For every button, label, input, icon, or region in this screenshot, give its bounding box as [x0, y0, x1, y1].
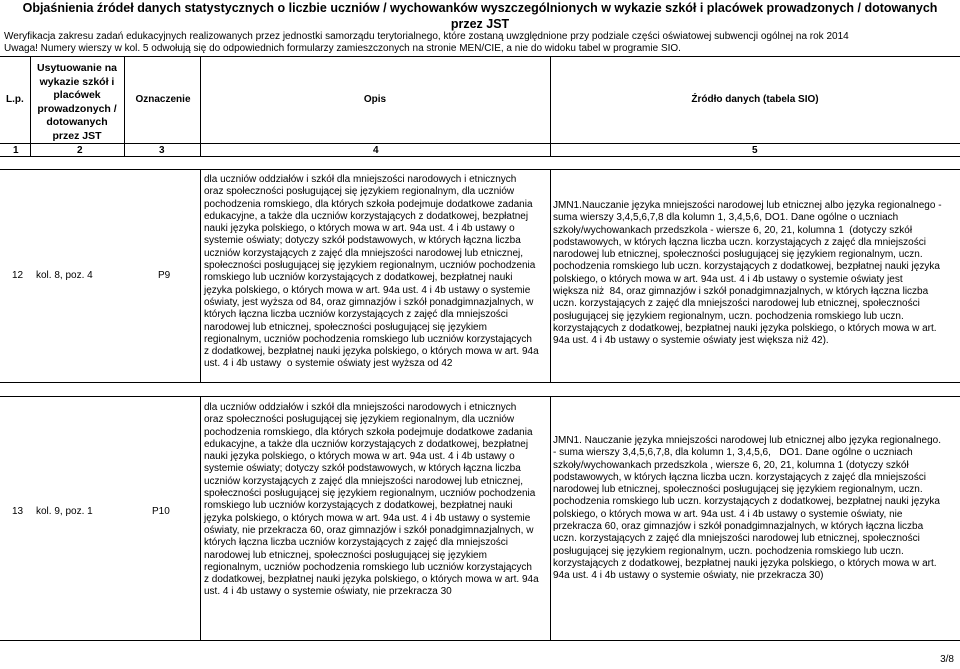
- column-number-1: 1: [13, 145, 19, 156]
- row-lp: 13: [12, 506, 24, 517]
- title-line-1: Objaśnienia źródeł danych statystycznych o liczbie uczniów / wychowanków wyszczególnionych w wykazie szkół i placówek prowadzonych / dotowanych: [22, 1, 938, 15]
- row-13-bottom-border: [0, 640, 960, 641]
- col-divider-2: [124, 56, 125, 156]
- row-12-bottom-border: [0, 382, 960, 383]
- header-location: Usytuowanie na wykazie szkół i placówek prowadzonych / dotowanych przez JST: [37, 62, 117, 142]
- column-number-4: 4: [373, 145, 379, 156]
- column-number-5: 5: [752, 145, 758, 156]
- row-description: dla uczniów oddziałów i szkół dla mniejszości narodowych i etnicznych oraz społeczności posługującej się językiem regionalnym, dla uczniów pochodzenia romskiego, dla których szkoła podejmuje dodatkowe zadania edukacyjne, a także dla uczniów korzystających z dodatkowej, bezpłatnej nauki języka polskiego, o których mowa w art. 94a ust. 4 i 4b ustawy o systemie oświaty; dotyczy szkół podstawowych, w których łączna liczba uczniów korzystających z zajęć dla mniejszości narodowej lub etnicznej, społeczności posługującej się językiem regionalnym, uczniów pochodzenia romskiego lub uczniów korzystających z dodatkowej, bezpłatnej nauki języka polskiego, o których mowa w art. 94a ust. 4 i 4b ustawy o systemie oświaty, nie przekracza 60, oraz gimnazjów i szkół ponadgimnazjalnych, w których łączna liczba uczniów korzystających z zajęć dla mniejszości narodowej lub etnicznej, społeczności posługującej się językiem regionalnym, uczniów pochodzenia romskiego lub uczniów korzystających z dodatkowej, bezpłatnej nauki języka polskiego, o których mowa w art. 94a ust. 4 i 4b ustawy o systemie oświaty, nie przekracza 30: [204, 402, 539, 598]
- row-13-desc-left: [200, 396, 201, 640]
- warning-note: Uwaga! Numery wierszy w kol. 5 odwołują się do odpowiednich formularzy zamieszczonych na stronie MEN/CIE, a nie do widoku tabel w programie SIO.: [4, 43, 681, 54]
- column-number-border: [0, 156, 960, 157]
- column-number-2: 2: [77, 145, 83, 156]
- header-description: Opis: [363, 94, 387, 105]
- subtitle: Weryfikacja zakresu zadań edukacyjnych realizowanych przez jednostki samorządu terytorialnego, które zostaną uwzględnione przy podziale części oświatowej subwencji ogólnej na rok 2014: [4, 31, 849, 42]
- page-number: 3/8: [940, 654, 954, 665]
- title-line-2: przez JST: [450, 17, 510, 31]
- header-bottom-border: [0, 143, 960, 144]
- header-source: Źródło danych (tabela SIO): [691, 94, 819, 105]
- row-12-top-border: [0, 169, 960, 170]
- row-13-desc-right: [550, 396, 551, 640]
- header-code: Oznaczenie: [135, 94, 191, 105]
- header-lp: L.p.: [6, 94, 24, 105]
- column-number-3: 3: [159, 145, 165, 156]
- row-location: kol. 9, poz. 1: [36, 506, 93, 517]
- row-code: P9: [158, 270, 171, 281]
- row-source: JMN1. Nauczanie języka mniejszości narodowej lub etnicznej albo języka regionalnego. - suma wierszy 3,4,5,6,7,8, dla kolumn 1, 3,4,5,6, DO1. Dane ogólne o uczniach szkoły/wychowankach przedszkola , wiersze 6, 20, 21, kolumna 1 (dotyczy szkół podstawowych, w których łączna liczba uczn. korzystających z zajęć dla mniejszości narodowej lub etnicznej, społeczności posługującej się językiem regionalnym, uczn. pochodzenia romskiego lub uczn. korzystających z dodatkowej, bezpłatnej nauki języka polskiego, o których mowa w art. 94a ust. 4 i 4b ustawy o systemie oświaty, nie przekracza 60, oraz gimnazjów i szkół ponadgimnazjalnych, w których łączna liczba uczn. korzystających z zajęć dla mniejszości narodowej lub etnicznej, społeczności posługującej się językiem regionalnym, uczn. pochodzenia romskiego lub uczn. korzystających z dodatkowej, bezpłatnej nauki języka polskiego, o których mowa w art. 94a ust. 4 i 4b ustawy o systemie oświaty, nie przekracza 30): [553, 435, 941, 582]
- row-description: dla uczniów oddziałów i szkół dla mniejszości narodowych i etnicznych oraz społeczności posługującej się językiem regionalnym, dla uczniów pochodzenia romskiego, dla których szkoła podejmuje dodatkowe zadania edukacyjne, a także dla uczniów korzystających z dodatkowej, bezpłatnej nauki języka polskiego, o których mowa w art. 94a ust. 4 i 4b ustawy o systemie oświaty; dotyczy szkół podstawowych, w których łączna liczba uczniów korzystających z zajęć dla mniejszości narodowej lub etnicznej, społeczności posługującej się językiem regionalnym, uczniów pochodzenia romskiego lub uczniów korzystających z dodatkowej, bezpłatnej nauki języka polskiego, o których mowa w art. 94a ust. 4 i 4b ustawy o systemie oświaty, jest wyższa od 84, oraz gimnazjów i szkół ponadgimnazjalnych, w których łączna liczba uczniów korzystających z zajęć dla mniejszości narodowej lub etnicznej, społeczności posługującej się językiem regionalnym, uczniów pochodzenia romskiego lub uczniów korzystających z dodatkowej, bezpłatnej nauki języka polskiego, o których mowa w art. 94a ust. 4 i 4b ustawy o systemie oświaty jest wyższa od 42: [204, 174, 539, 370]
- row-13-top-border: [0, 396, 960, 397]
- row-lp: 12: [12, 270, 24, 281]
- row-source: JMN1.Nauczanie języka mniejszości narodowej lub etnicznej albo języka regionalnego - suma wierszy 3,4,5,6,7,8 dla kolumn 1, 3,4,5,6, DO1. Dane ogólne o uczniach szkoły/wychowankach przedszkola - wiersze 6, 20, 21, kolumna 1 (dotyczy szkół podstawowych, w których łączna liczba uczn. korzystających z zajęć dla mniejszości narodowej lub etnicznej, społeczności posługującej się językiem regionalnym, uczn. pochodzenia romskiego lub uczn. korzystających z dodatkowej, bezpłatnej nauki języka polskiego, o których mowa w art. 94a ust. 4 i 4b ustawy o systemie oświaty jest większa niż 84, oraz gimnazjów i szkół ponadgimnazjalnych, w których łączna liczba uczn. korzystających z zajęć dla mniejszości narodowej lub etnicznej, społeczności posługującej się językiem regionalnym, uczn. pochodzenia romskiego lub uczn. korzystających z dodatkowej, bezpłatnej nauki języka polskiego, o których mowa w art. 94a ust. 4 i 4b ustawy o systemie oświaty jest większa niż 42).: [553, 200, 942, 347]
- row-code: P10: [152, 506, 170, 517]
- row-12-desc-left: [200, 169, 201, 382]
- row-location: kol. 8, poz. 4: [36, 270, 93, 281]
- page-title: [4, 0, 956, 32]
- table-top-border: [0, 56, 960, 57]
- col-divider-1: [30, 56, 31, 156]
- row-12-desc-right: [550, 169, 551, 382]
